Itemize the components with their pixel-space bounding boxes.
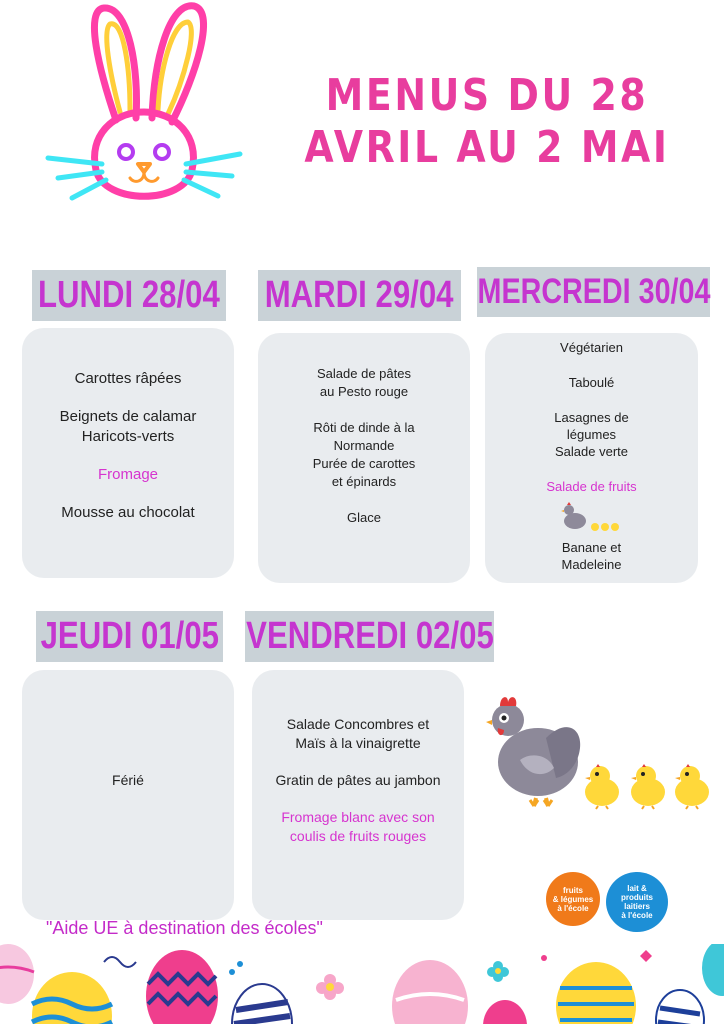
menu-line: Purée de carottes: [312, 456, 416, 471]
easter-egg-icon: [232, 984, 292, 1024]
menu-line: Haricots-verts: [81, 428, 175, 445]
menu-line: Mousse au chocolat: [61, 504, 195, 521]
chick-icon: [626, 762, 670, 810]
menu-card-wednesday: [485, 333, 698, 583]
menu-line: Rôti de dinde à la: [313, 420, 415, 435]
menu-line: Taboulé: [568, 375, 615, 390]
menu-line: Férié: [112, 772, 144, 788]
menu-line: Carottes râpées: [74, 370, 182, 387]
menu-line: Gratin de pâtes au jambon: [275, 771, 441, 788]
menu-line: Salade verte: [555, 444, 628, 459]
menu-line: Salade de pâtes: [317, 366, 411, 381]
menu-line: et épinards: [331, 474, 397, 489]
menu-card-monday: [22, 328, 234, 578]
easter-egg-border: [0, 944, 724, 1024]
menu-line: coulis de fruits rouges: [289, 827, 427, 844]
title-line-1: MENUS DU 28: [325, 70, 649, 121]
day-label-monday: LUNDI 28/04: [32, 270, 226, 321]
easter-egg-icon: [702, 944, 724, 996]
easter-egg-icon: [146, 950, 218, 1024]
flower-icon: [316, 974, 344, 1000]
easter-egg-icon: [0, 944, 34, 1004]
menu-line: Beignets de calamar: [59, 408, 197, 425]
menu-card-friday: [252, 670, 464, 920]
hen-with-chicks-icon: [561, 499, 623, 535]
bunny-icon: [44, 0, 244, 220]
easter-egg-icon: [32, 972, 112, 1024]
menu-line: Fromage: [97, 466, 159, 483]
menu-line: Végétarien: [560, 340, 623, 355]
flower-icon: [487, 961, 509, 982]
day-label-thursday: JEUDI 01/05: [36, 611, 223, 662]
day-label-friday: VENDREDI 02/05: [245, 611, 494, 662]
menu-line: Banane et: [561, 540, 622, 555]
day-label-tuesday: MARDI 29/04: [258, 270, 461, 321]
menu-line: Fromage blanc avec son: [281, 808, 435, 825]
title-line-2: AVRIL AU 2 MAI: [304, 122, 670, 173]
hen-icon: [486, 688, 586, 813]
eu-aid-note: "Aide UE à destination des écoles": [46, 918, 323, 938]
lait-produits-laitiers-logo: lait & produits laitiers à l'école: [606, 872, 668, 932]
easter-egg-icon: [556, 962, 636, 1024]
menu-card-thursday: [22, 670, 234, 920]
day-label-wednesday: MERCREDI 30/04: [477, 267, 710, 317]
menu-line: Glace: [347, 510, 381, 525]
menu-line: Lasagnes de: [554, 410, 629, 425]
easter-egg-icon: [483, 1000, 527, 1024]
flower-icon: [640, 950, 652, 962]
fruits-legumes-logo: fruits & légumes à l'école: [546, 872, 600, 926]
menu-line: Madeleine: [561, 557, 622, 572]
menu-line: Salade Concombres et: [286, 715, 430, 732]
chick-icon: [670, 762, 714, 810]
menu-line: légumes: [566, 427, 617, 442]
page-title: [294, 70, 681, 174]
menu-line: Salade de fruits: [546, 479, 637, 494]
menu-card-tuesday: [258, 333, 470, 583]
chick-icon: [580, 762, 624, 810]
easter-egg-icon: [656, 990, 704, 1024]
menu-line: Maïs à la vinaigrette: [295, 734, 421, 751]
menu-line: au Pesto rouge: [319, 384, 409, 399]
easter-egg-icon: [392, 960, 468, 1024]
menu-line: Normande: [333, 438, 395, 453]
